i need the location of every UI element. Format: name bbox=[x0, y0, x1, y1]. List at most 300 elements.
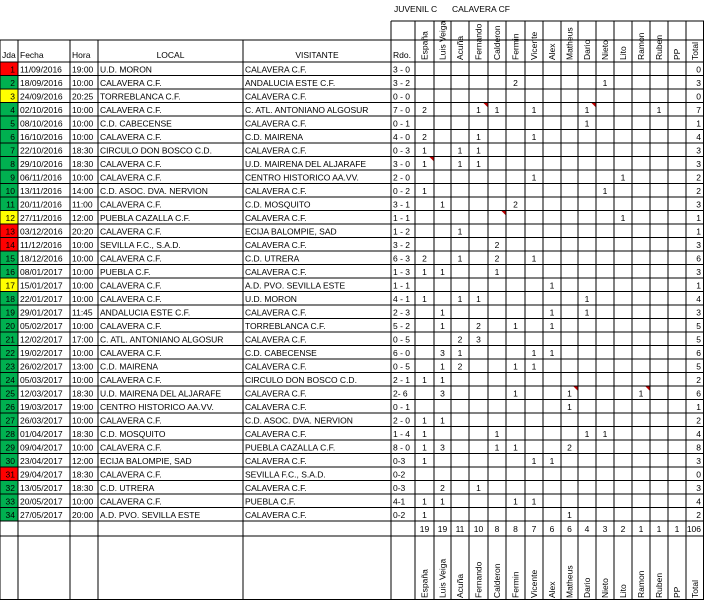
match-jda: 13 bbox=[5, 226, 15, 237]
match-fecha: 27/11/2016 bbox=[20, 212, 62, 223]
player-footer: Dario bbox=[582, 577, 592, 598]
match-hora: 18:30 bbox=[72, 482, 94, 493]
match-visitante: SEVILLA F.C., S.A.D. bbox=[245, 469, 326, 480]
match-jda: 32 bbox=[5, 482, 15, 493]
match-rdo: 0-3 bbox=[393, 455, 406, 466]
goal-count: 3 bbox=[440, 442, 445, 453]
match-total: 2 bbox=[696, 509, 701, 520]
player-total: 1 bbox=[674, 524, 680, 534]
result-color-cell bbox=[0, 76, 18, 90]
result-color-cell bbox=[0, 62, 18, 76]
player-total: 6 bbox=[549, 524, 555, 534]
goal-count: 1 bbox=[494, 428, 500, 439]
match-total: 0 bbox=[696, 91, 701, 102]
result-color-cell bbox=[0, 143, 18, 157]
match-jda: 28 bbox=[5, 428, 15, 439]
player-total: 19 bbox=[419, 524, 430, 534]
result-color-cell bbox=[0, 89, 18, 103]
match-visitante: CALAVERA C.F. bbox=[245, 118, 307, 129]
match-fecha: 13/11/2016 bbox=[20, 185, 62, 196]
match-fecha: 09/04/2017 bbox=[20, 442, 63, 453]
match-visitante: C.D. MAIRENA bbox=[245, 131, 304, 142]
goal-count: 1 bbox=[457, 253, 463, 264]
match-total: 6 bbox=[696, 253, 701, 264]
match-rdo: 0-2 bbox=[393, 469, 406, 480]
goal-count: 2 bbox=[513, 199, 518, 210]
goal-count: 1 bbox=[531, 253, 537, 264]
match-visitante: CALAVERA C.F. bbox=[245, 185, 307, 196]
match-total: 5 bbox=[696, 361, 701, 372]
match-local: C.D. ASOC. DVA. NERVION bbox=[100, 185, 208, 196]
player-header: Total bbox=[690, 42, 700, 60]
match-fecha: 05/03/2017 bbox=[20, 374, 63, 385]
match-total: 7 bbox=[696, 104, 701, 115]
goal-count: 2 bbox=[457, 361, 463, 372]
match-visitante: CALAVERA C.F. bbox=[245, 212, 307, 223]
goal-count: 1 bbox=[422, 442, 427, 453]
match-total: 1 bbox=[696, 212, 701, 223]
match-total: 2 bbox=[696, 172, 701, 183]
match-jda: 5 bbox=[10, 118, 15, 129]
goal-count: 1 bbox=[549, 307, 555, 318]
match-rdo: 2 - 3 bbox=[393, 307, 411, 318]
player-header: Luis Veiga bbox=[437, 20, 448, 60]
goal-count: 1 bbox=[422, 266, 427, 277]
match-hora: 10:00 bbox=[72, 104, 94, 115]
match-visitante: CALAVERA C.F. bbox=[245, 388, 307, 399]
goal-count: 1 bbox=[476, 293, 481, 304]
match-visitante: PUEBLA CAZALLA C.F. bbox=[245, 442, 336, 453]
match-hora: 18:30 bbox=[72, 145, 94, 156]
match-fecha: 02/10/2016 bbox=[20, 104, 63, 115]
player-footer: Vicente bbox=[529, 569, 539, 598]
goal-count: 1 bbox=[440, 374, 445, 385]
match-rdo: 0 - 2 bbox=[393, 185, 411, 196]
match-fecha: 12/02/2017 bbox=[20, 334, 63, 345]
goal-count: 1 bbox=[440, 320, 445, 331]
match-local: C.D. CABECENSE bbox=[100, 118, 172, 129]
player-total: 6 bbox=[567, 524, 572, 534]
match-visitante: C.D. CABECENSE bbox=[245, 347, 317, 358]
match-hora: 10:00 bbox=[72, 172, 94, 183]
match-local: CALAVERA C.F. bbox=[100, 77, 162, 88]
match-local: TORREBLANCA C.F. bbox=[100, 91, 181, 102]
match-jda: 18 bbox=[5, 293, 15, 304]
match-fecha: 26/03/2017 bbox=[20, 415, 63, 426]
match-fecha: 12/03/2017 bbox=[20, 388, 63, 399]
goal-count: 2 bbox=[567, 442, 572, 453]
goal-count: 1 bbox=[440, 361, 445, 372]
comment-marker bbox=[592, 103, 596, 107]
match-total: 3 bbox=[696, 307, 701, 318]
player-header: Fermin bbox=[510, 33, 521, 60]
match-hora: 13:00 bbox=[72, 361, 94, 372]
match-fecha: 20/05/2017 bbox=[20, 496, 63, 507]
match-local: CALAVERA C.F. bbox=[100, 469, 162, 480]
match-local: U.D. MORON bbox=[100, 64, 152, 75]
player-header: PP bbox=[672, 48, 682, 60]
match-visitante: ECIJA BALOMPIE, SAD bbox=[245, 226, 337, 237]
match-jda: 27 bbox=[5, 415, 15, 426]
match-jda: 15 bbox=[5, 253, 15, 264]
match-visitante: CALAVERA C.F. bbox=[245, 509, 307, 520]
match-local: ECIJA BALOMPIE, SAD bbox=[100, 455, 192, 466]
match-hora: 10:00 bbox=[72, 253, 94, 264]
match-rdo: 1 - 1 bbox=[393, 212, 411, 223]
match-visitante: C. ATL. ANTONIANO ALGOSUR bbox=[245, 104, 369, 115]
match-rdo: 0-2 bbox=[393, 509, 406, 520]
match-jda: 8 bbox=[10, 158, 15, 169]
match-local: PUEBLA CAZALLA C.F. bbox=[100, 212, 191, 223]
goal-count: 1 bbox=[513, 496, 518, 507]
match-total: 0 bbox=[696, 64, 701, 75]
match-rdo: 1 - 3 bbox=[393, 266, 411, 277]
goal-count: 1 bbox=[531, 361, 537, 372]
player-footer: Acuña bbox=[455, 573, 465, 598]
team-category: JUVENIL C bbox=[394, 4, 438, 14]
match-total: 3 bbox=[696, 199, 701, 210]
match-visitante: U.D. MORON bbox=[245, 293, 297, 304]
result-color-cell bbox=[0, 130, 18, 144]
match-total: 2 bbox=[696, 185, 701, 196]
goal-count: 1 bbox=[422, 185, 427, 196]
match-jda: 20 bbox=[5, 320, 15, 331]
match-local: CALAVERA C.F. bbox=[100, 280, 162, 291]
match-fecha: 29/04/2017 bbox=[20, 469, 63, 480]
match-fecha: 03/12/2016 bbox=[20, 226, 63, 237]
match-visitante: CALAVERA C.F. bbox=[245, 64, 307, 75]
match-fecha: 13/05/2017 bbox=[20, 482, 63, 493]
match-local: CALAVERA C.F. bbox=[100, 172, 162, 183]
match-jda: 1 bbox=[10, 64, 15, 75]
match-total: 3 bbox=[696, 266, 701, 277]
player-footer: Lito bbox=[618, 584, 628, 598]
goal-count: 1 bbox=[422, 158, 427, 169]
match-hora: 10:00 bbox=[72, 266, 94, 277]
header-jda: Jda bbox=[2, 50, 16, 60]
player-total: 7 bbox=[531, 524, 537, 534]
player-footer: España bbox=[419, 569, 430, 598]
match-rdo: 6 - 3 bbox=[393, 253, 411, 264]
match-total: 1 bbox=[696, 401, 701, 412]
match-local: CALAVERA C.F. bbox=[100, 253, 162, 264]
match-fecha: 08/01/2017 bbox=[20, 266, 63, 277]
goal-count: 2 bbox=[422, 253, 427, 264]
goal-count: 1 bbox=[584, 307, 590, 318]
match-local: C.D. MAIRENA bbox=[100, 361, 159, 372]
match-rdo: 3 - 2 bbox=[393, 77, 411, 88]
goal-count: 1 bbox=[457, 347, 463, 358]
match-jda: 7 bbox=[10, 145, 15, 156]
match-visitante: C.D. ASOC. DVA. NERVION bbox=[245, 415, 353, 426]
goal-count: 1 bbox=[549, 280, 555, 291]
match-local: C.D. MOSQUITO bbox=[100, 428, 166, 439]
goal-count: 1 bbox=[602, 428, 608, 439]
header-hora: Hora bbox=[72, 50, 91, 60]
goal-count: 1 bbox=[513, 361, 518, 372]
player-footer: Nieto bbox=[600, 578, 610, 598]
match-hora: 10:00 bbox=[72, 239, 94, 250]
match-total: 3 bbox=[696, 455, 701, 466]
player-footer: Total bbox=[690, 580, 700, 598]
match-total: 0 bbox=[696, 469, 701, 480]
player-total: 1 bbox=[638, 524, 644, 534]
match-jda: 6 bbox=[10, 131, 15, 142]
team-name: CALAVERA CF bbox=[452, 4, 510, 14]
player-total: 19 bbox=[437, 524, 448, 534]
match-jda: 12 bbox=[5, 212, 15, 223]
match-rdo: 0 - 0 bbox=[393, 91, 411, 102]
match-fecha: 15/01/2017 bbox=[20, 280, 63, 291]
match-fecha: 26/02/2017 bbox=[20, 361, 63, 372]
match-total: 8 bbox=[696, 442, 701, 453]
goal-count: 1 bbox=[567, 401, 572, 412]
goal-count: 1 bbox=[476, 158, 481, 169]
player-header: España bbox=[419, 31, 430, 60]
goal-count: 1 bbox=[476, 145, 481, 156]
match-jda: 10 bbox=[5, 185, 15, 196]
match-local: CALAVERA C.F. bbox=[100, 415, 162, 426]
match-visitante: PUEBLA C.F. bbox=[245, 496, 296, 507]
goal-count: 1 bbox=[531, 347, 537, 358]
goal-count: 1 bbox=[440, 266, 445, 277]
player-header: Fernando bbox=[473, 23, 484, 60]
match-jda: 25 bbox=[5, 388, 15, 399]
cell-text bbox=[2, 4, 701, 598]
goal-count: 1 bbox=[584, 118, 590, 129]
goal-count: 1 bbox=[567, 509, 572, 520]
goal-count: 2 bbox=[476, 320, 481, 331]
match-total: 2 bbox=[696, 374, 701, 385]
comment-marker bbox=[430, 157, 434, 161]
match-visitante: CENTRO HISTORICO AA.VV. bbox=[245, 172, 359, 183]
comment-marker bbox=[484, 103, 488, 107]
match-fecha: 19/02/2017 bbox=[20, 347, 63, 358]
match-rdo: 6 - 0 bbox=[393, 347, 411, 358]
match-jda: 4 bbox=[10, 104, 15, 115]
match-visitante: CALAVERA C.F. bbox=[245, 334, 307, 345]
result-color-cell bbox=[0, 116, 18, 130]
match-jda: 14 bbox=[5, 239, 15, 250]
match-rdo: 0 - 5 bbox=[393, 334, 411, 345]
player-total: 11 bbox=[455, 524, 465, 534]
player-total: 3 bbox=[602, 524, 608, 534]
match-rdo: 3 - 0 bbox=[393, 158, 411, 169]
match-jda: 26 bbox=[5, 401, 15, 412]
goal-count: 2 bbox=[494, 253, 500, 264]
match-fecha: 18/12/2016 bbox=[20, 253, 63, 264]
goal-count: 1 bbox=[440, 415, 445, 426]
player-total: 10 bbox=[473, 524, 484, 534]
goal-count: 1 bbox=[440, 496, 445, 507]
match-hora: 20:00 bbox=[72, 509, 94, 520]
result-color-cell bbox=[0, 170, 18, 184]
match-jda: 9 bbox=[10, 172, 15, 183]
player-total: 2 bbox=[620, 524, 626, 534]
match-rdo: 3 - 2 bbox=[393, 239, 411, 250]
goal-count: 2 bbox=[457, 334, 463, 345]
match-hora: 18:30 bbox=[72, 388, 94, 399]
goal-count: 1 bbox=[457, 293, 463, 304]
match-local: CALAVERA C.F. bbox=[100, 320, 162, 331]
match-jda: 2 bbox=[10, 77, 15, 88]
match-jda: 23 bbox=[5, 361, 15, 372]
goal-count: 2 bbox=[494, 239, 500, 250]
goal-count: 1 bbox=[513, 388, 518, 399]
match-local: U.D. MAIRENA DEL ALJARAFE bbox=[100, 388, 222, 399]
match-hora: 19:00 bbox=[72, 401, 94, 412]
match-rdo: 1 - 2 bbox=[393, 226, 411, 237]
match-jda: 34 bbox=[5, 509, 15, 520]
goal-count: 1 bbox=[494, 442, 500, 453]
match-local: CALAVERA C.F. bbox=[100, 131, 162, 142]
goal-count: 2 bbox=[422, 131, 427, 142]
match-hora: 14:00 bbox=[72, 185, 94, 196]
match-total: 4 bbox=[696, 496, 701, 507]
goal-count: 1 bbox=[494, 104, 500, 115]
player-footer: Fermin bbox=[510, 571, 521, 598]
match-jda: 29 bbox=[5, 442, 15, 453]
match-rdo: 4 - 0 bbox=[393, 131, 411, 142]
match-hora: 11:00 bbox=[72, 199, 93, 210]
match-total: 6 bbox=[696, 347, 701, 358]
match-rdo: 3 - 1 bbox=[393, 199, 411, 210]
goal-count: 1 bbox=[656, 104, 662, 115]
goal-count: 1 bbox=[531, 455, 537, 466]
goal-count: 1 bbox=[531, 104, 537, 115]
goal-count: 1 bbox=[549, 347, 555, 358]
match-fecha: 23/04/2017 bbox=[20, 455, 63, 466]
goal-count: 2 bbox=[513, 77, 518, 88]
match-local: A.D. PVO. SEVILLA ESTE bbox=[100, 509, 201, 520]
match-total: 3 bbox=[696, 158, 701, 169]
match-fecha: 19/03/2017 bbox=[20, 401, 63, 412]
match-jda: 22 bbox=[5, 347, 15, 358]
goal-count: 1 bbox=[422, 415, 427, 426]
match-rdo: 0 - 5 bbox=[393, 361, 411, 372]
match-hora: 18:30 bbox=[72, 158, 94, 169]
goal-count: 1 bbox=[476, 104, 481, 115]
match-hora: 19:00 bbox=[72, 64, 94, 75]
match-fecha: 11/12/2016 bbox=[20, 239, 62, 250]
match-hora: 10:00 bbox=[72, 131, 94, 142]
match-jda: 31 bbox=[5, 469, 15, 480]
match-local: CALAVERA C.F. bbox=[100, 158, 162, 169]
match-hora: 11:45 bbox=[72, 307, 93, 318]
goal-count: 1 bbox=[531, 172, 537, 183]
player-footer: Alex bbox=[547, 581, 557, 598]
goal-count: 1 bbox=[422, 374, 427, 385]
player-footer: Matheus bbox=[564, 565, 575, 598]
match-jda: 3 bbox=[10, 91, 15, 102]
match-fecha: 01/04/2017 bbox=[20, 428, 63, 439]
goal-count: 1 bbox=[602, 185, 608, 196]
result-color-cell bbox=[0, 103, 18, 117]
match-hora: 18:30 bbox=[72, 469, 94, 480]
match-visitante: A.D. PVO. SEVILLA ESTE bbox=[245, 280, 346, 291]
match-fecha: 18/09/2016 bbox=[20, 77, 63, 88]
player-header: Dario bbox=[582, 39, 592, 60]
match-total: 4 bbox=[696, 131, 701, 142]
match-visitante: U.D. MAIRENA DEL ALJARAFE bbox=[245, 158, 367, 169]
match-hora: 18:30 bbox=[72, 428, 94, 439]
match-total: 1 bbox=[696, 226, 701, 237]
match-local: CALAVERA C.F. bbox=[100, 442, 162, 453]
player-header: Vicente bbox=[529, 31, 539, 60]
match-rdo: 1 - 4 bbox=[393, 428, 411, 439]
goal-count: 1 bbox=[422, 496, 427, 507]
match-rdo: 0-3 bbox=[393, 482, 406, 493]
goal-count: 1 bbox=[531, 496, 537, 507]
match-fecha: 11/09/2016 bbox=[20, 64, 62, 75]
match-hora: 10:00 bbox=[72, 320, 94, 331]
result-color-cell bbox=[0, 157, 18, 171]
match-rdo: 3 - 0 bbox=[393, 64, 411, 75]
match-visitante: CALAVERA C.F. bbox=[245, 428, 307, 439]
match-local: CALAVERA C.F. bbox=[100, 104, 162, 115]
match-hora: 12:00 bbox=[72, 212, 94, 223]
player-total: 106 bbox=[686, 524, 701, 534]
match-rdo: 4-1 bbox=[393, 496, 406, 507]
match-local: CALAVERA C.F. bbox=[100, 199, 162, 210]
match-jda: 19 bbox=[5, 307, 15, 318]
match-total: 2 bbox=[696, 415, 701, 426]
match-local: CENTRO HISTORICO AA.VV. bbox=[100, 401, 214, 412]
match-total: 3 bbox=[696, 145, 701, 156]
match-local: C.D. UTRERA bbox=[100, 482, 155, 493]
match-rdo: 8 - 0 bbox=[393, 442, 411, 453]
match-hora: 20:25 bbox=[72, 91, 94, 102]
player-total: 1 bbox=[656, 524, 662, 534]
match-visitante: CALAVERA C.F. bbox=[245, 307, 307, 318]
player-header: Acuña bbox=[455, 35, 465, 60]
goal-count: 1 bbox=[620, 172, 626, 183]
match-local: CIRCULO DON BOSCO C.D. bbox=[100, 145, 212, 156]
player-footer: PP bbox=[672, 586, 682, 598]
match-fecha: 08/10/2016 bbox=[20, 118, 63, 129]
match-hora: 10:00 bbox=[72, 496, 94, 507]
match-fecha: 22/10/2016 bbox=[20, 145, 63, 156]
player-footer: Fernando bbox=[473, 561, 484, 598]
match-visitante: CALAVERA C.F. bbox=[245, 91, 307, 102]
match-total: 3 bbox=[696, 482, 701, 493]
player-header: Ruben bbox=[654, 34, 664, 60]
match-local: SEVILLA F.C., S.A.D. bbox=[100, 239, 181, 250]
match-hora: 10:00 bbox=[72, 347, 94, 358]
match-visitante: TORREBLANCA C.F. bbox=[245, 320, 326, 331]
match-hora: 10:00 bbox=[72, 442, 94, 453]
match-rdo: 7 - 0 bbox=[393, 104, 411, 115]
goal-count: 1 bbox=[531, 131, 537, 142]
goal-count: 1 bbox=[422, 428, 427, 439]
match-jda: 21 bbox=[5, 334, 15, 345]
goal-count: 1 bbox=[513, 320, 518, 331]
match-hora: 10:00 bbox=[72, 374, 94, 385]
match-visitante: CALAVERA C.F. bbox=[245, 455, 307, 466]
match-hora: 10:00 bbox=[72, 280, 94, 291]
comment-marker bbox=[646, 387, 650, 391]
match-total: 6 bbox=[696, 388, 701, 399]
match-fecha: 27/05/2017 bbox=[20, 509, 63, 520]
header-visitante: VISITANTE bbox=[295, 50, 339, 60]
match-jda: 30 bbox=[5, 455, 15, 466]
match-fecha: 24/09/2016 bbox=[20, 91, 63, 102]
match-fecha: 20/11/2016 bbox=[20, 199, 62, 210]
goal-count: 1 bbox=[476, 131, 481, 142]
match-total: 4 bbox=[696, 428, 701, 439]
goal-count: 1 bbox=[476, 482, 481, 493]
goal-count: 3 bbox=[440, 347, 445, 358]
